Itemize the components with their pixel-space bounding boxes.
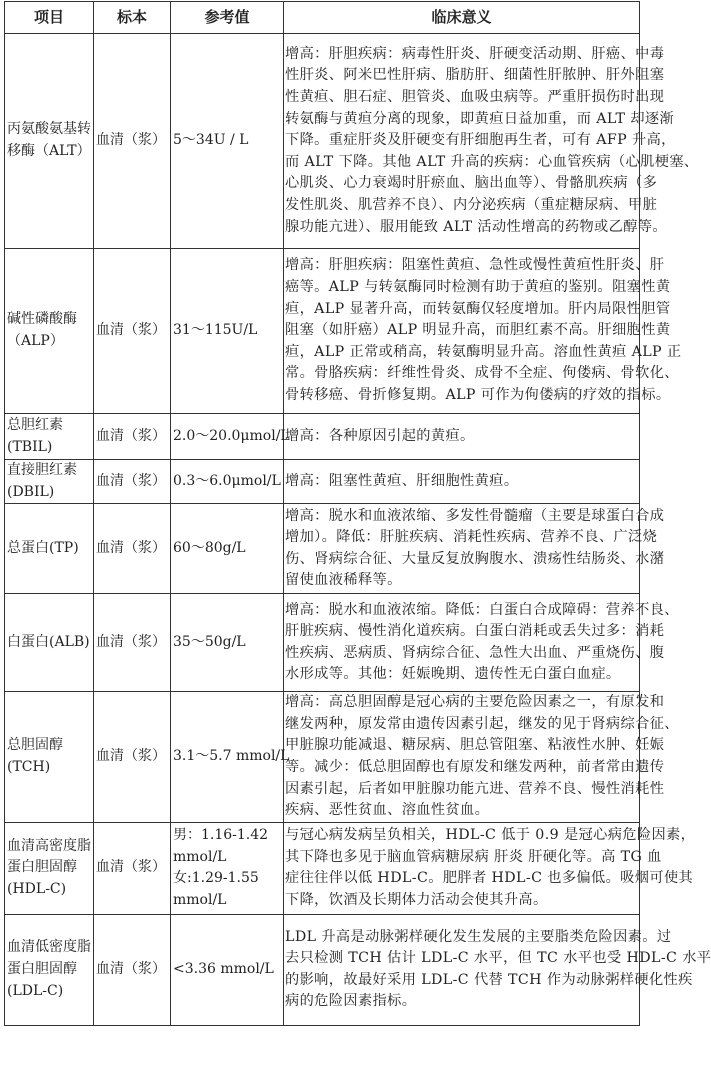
clinical-significance-line: 与冠心病发病呈负相关，HDL-C 低于 0.9 是冠心病危险因素， — [285, 827, 696, 844]
reference-value-line: 31～115U/L — [173, 322, 258, 339]
clinical-significance-cell — [284, 414, 640, 460]
table-row-dbil — [5, 460, 640, 504]
clinical-significance-line: 阻塞（如肝癌）ALP 明显升高，而胆红素不高。肝细胞性黄 — [285, 322, 671, 339]
item-name-cell — [5, 914, 94, 1025]
clinical-significance-line: 疸，ALP 正常或稍高，转氨酶明显升高。溶血性黄疸 ALP 正 — [285, 343, 682, 360]
reference-value-cell — [171, 34, 284, 249]
reference-value-line: mmol/L — [173, 891, 227, 908]
specimen-cell: 血清（浆） — [94, 249, 171, 414]
table-row-ldl — [5, 914, 640, 1025]
clinical-significance-line: 继发两种，原发常由遗传因素引起，继发的见于肾病综合征、 — [285, 715, 679, 732]
clinical-significance-line: LDL 升高是动脉粥样硬化发生发展的主要脂类危险因素。过 — [285, 928, 672, 945]
clinical-significance-line: 发性肌炎、肌营养不良）、内分泌疾病（重症糖尿病、甲脏 — [285, 196, 658, 213]
item-name-line: （ALP） — [7, 333, 64, 349]
table-row-alt — [5, 34, 640, 249]
header-item: 项目 — [5, 2, 94, 34]
header-significance: 临床意义 — [284, 2, 640, 34]
clinical-significance-line: 下降，饮酒及长期体力活动会使其升高。 — [285, 891, 548, 908]
table-header-row — [5, 2, 640, 34]
reference-value-cell — [171, 460, 284, 504]
clinical-significance-line: 骨转移癌、骨折修复期。ALP 可作为佝偻病的疗效的指标。 — [285, 386, 671, 403]
clinical-significance-line: 的影响，故最好采用 LDL-C 代替 TCH 作为动脉粥样硬化性疾 — [285, 971, 693, 988]
reference-value-line: 0.3～6.0μmol/L — [173, 472, 281, 489]
table-row-alp — [5, 249, 640, 414]
item-name-line: (TBIL) — [7, 438, 53, 455]
clinical-significance-line: 增高：阻塞性黄疸、肝细胞性黄疸。 — [285, 472, 519, 489]
item-name-line: 丙氨酸氨基转 — [7, 121, 91, 138]
item-name-line: 碱性磷酸酶 — [7, 311, 77, 328]
clinical-significance-line: 性疾病、恶病质、肾病综合征、急性大出血、严重烧伤、腹 — [285, 644, 665, 661]
reference-value-line: 60～80g/L — [173, 539, 246, 556]
item-name-line: (HDL-C) — [7, 881, 67, 898]
clinical-significance-line: 癌等。ALP 与转氨酶同时检测有助于黄疸的鉴别。阻塞性黄 — [285, 279, 671, 296]
clinical-significance-line: 增高：高总胆固醇是冠心病的主要危险因素之一，有原发和 — [285, 694, 665, 711]
reference-value-cell — [171, 692, 290, 823]
lab-reference-table — [4, 1, 711, 1026]
clinical-significance-cell — [284, 822, 696, 914]
item-name-line: 直接胆红素 — [7, 462, 77, 478]
reference-value-line: 5～34U / L — [173, 132, 249, 149]
table-row-hdl — [5, 822, 640, 914]
item-name-line: 总胆红素 — [7, 416, 63, 433]
clinical-significance-line: 等。减少：低总胆固醇也有原发和继发两种，前者常由遗传 — [285, 758, 665, 775]
clinical-significance-line: 症往往伴以低 HDL-C。肥胖者 HDL-C 也多偏低。吸烟可使其 — [285, 870, 694, 887]
clinical-significance-line: 疾病、恶性贫血、溶血性贫血。 — [285, 802, 490, 819]
clinical-significance-line: 下降。重症肝炎及肝硬变有肝细胞再生者，可有 AFP 升高， — [285, 132, 676, 149]
clinical-significance-line: 腺功能亢进）、服用能致 ALT 活动性增高的药物或乙醇等。 — [285, 218, 667, 235]
clinical-significance-cell — [284, 34, 699, 249]
clinical-significance-line: 其下降也多见于脑血管病糖尿病 肝炎 肝硬化等。高 TG 血 — [285, 848, 662, 865]
clinical-significance-cell — [284, 594, 679, 692]
header-reference: 参考值 — [171, 2, 284, 34]
clinical-significance-cell — [284, 460, 640, 504]
item-name-line: (LDL-C) — [7, 982, 64, 999]
table-row-alb — [5, 594, 640, 692]
specimen-cell: 血清（浆） — [94, 460, 171, 504]
reference-value-line: 女:1.29-1.55 — [173, 870, 259, 887]
reference-value-line: 3.1～5.7 mmol/L — [173, 748, 290, 765]
item-name-line: 总胆固醇 — [7, 737, 63, 754]
clinical-significance-cell — [284, 914, 711, 1025]
item-name-cell — [5, 822, 94, 914]
specimen-cell: 血清（浆） — [94, 914, 171, 1025]
clinical-significance-line: 增高：肝胆疾病：病毒性肝炎、肝硬变活动期、肝癌、中毒 — [285, 45, 665, 62]
table-row-tbil — [5, 414, 640, 460]
clinical-significance-line: 增高：脱水和血液浓缩。降低：白蛋白合成障碍：营养不良、 — [285, 601, 679, 618]
item-name-cell — [5, 504, 94, 594]
clinical-significance-line: 性肝炎、阿米巴性肝病、脂肪肝、细菌性肝脓肿、肝外阻塞 — [285, 67, 665, 84]
clinical-significance-line: 留使血液稀释等。 — [285, 572, 402, 589]
item-name-line: 总蛋白(TP) — [7, 539, 79, 556]
clinical-significance-line: 伤、肾病综合征、大量反复放胸腹水、溃疡性结肠炎、水潴 — [285, 550, 665, 567]
reference-value-line: <3.36 mmol/L — [173, 960, 274, 977]
clinical-significance-line: 去只检测 TCH 估计 LDL-C 水平，但 TC 水平也受 HDL-C 水平 — [285, 950, 711, 967]
item-name-cell — [5, 692, 94, 823]
reference-value-cell — [171, 249, 284, 414]
clinical-significance-line: 增加）。降低：肝脏疾病、消耗性疾病、营养不良、广泛烧 — [285, 529, 658, 546]
clinical-significance-line: 转氨酶与黄疸分离的现象，即黄疸日益加重，而 ALT 却逐渐 — [285, 110, 675, 127]
reference-value-cell — [171, 914, 284, 1025]
clinical-significance-line: 常。骨胳疾病：纤维性骨炎、成骨不全症、佝偻病、骨软化、 — [285, 365, 679, 382]
clinical-significance-line: 而 ALT 下降。其他 ALT 升高的疾病：心血管疾病（心肌梗塞、 — [285, 153, 699, 170]
clinical-significance-cell — [284, 249, 682, 414]
specimen-cell: 血清（浆） — [94, 822, 171, 914]
clinical-significance-line: 心肌炎、心力衰竭时肝瘀血、脑出血等）、骨骼肌疾病（多 — [285, 175, 658, 192]
reference-value-line: 35～50g/L — [173, 633, 246, 650]
specimen-cell: 血清（浆） — [94, 414, 171, 460]
header-specimen: 标本 — [94, 2, 171, 34]
item-name-line: 血清高密度脂 — [7, 837, 91, 854]
clinical-significance-line: 增高：各种原因引起的黄疸。 — [285, 427, 475, 444]
clinical-significance-line: 甲脏腺功能减退、糖尿病、胆总管阻塞、粘液性水肿、妊娠 — [285, 737, 665, 754]
clinical-significance-cell — [284, 504, 665, 594]
table-row-tch — [5, 692, 640, 823]
item-name-line: 移酶（ALT） — [7, 143, 91, 159]
reference-value-cell — [171, 414, 290, 460]
item-name-cell — [5, 414, 94, 460]
reference-value-cell — [171, 504, 284, 594]
clinical-significance-line: 病的危险因素指标。 — [285, 993, 417, 1010]
clinical-significance-line: 增高：脱水和血液浓缩、多发性骨髓瘤（主要是球蛋白合成 — [285, 507, 665, 524]
item-name-line: 白蛋白(ALB) — [7, 633, 90, 650]
clinical-significance-line: 增高：肝胆疾病：阻塞性黄疸、急性或慢性黄疸性肝炎、肝 — [285, 257, 665, 274]
item-name-line: 蛋白胆固醇 — [7, 859, 77, 876]
item-name-cell — [5, 249, 94, 414]
item-name-line: (DBIL) — [7, 483, 55, 500]
specimen-cell: 血清（浆） — [94, 504, 171, 594]
reference-value-cell — [171, 594, 284, 692]
item-name-line: 蛋白胆固醇 — [7, 960, 77, 977]
clinical-significance-line: 性黄疸、胆石症、胆管炎、血吸虫病等。严重肝损伤时出现 — [285, 89, 665, 106]
specimen-cell: 血清（浆） — [94, 594, 171, 692]
specimen-cell: 血清（浆） — [94, 692, 171, 823]
reference-value-line: 2.0～20.0μmol/L — [173, 427, 290, 444]
specimen-cell: 血清（浆） — [94, 34, 171, 249]
clinical-significance-cell — [284, 692, 679, 823]
item-name-cell — [5, 460, 94, 504]
item-name-cell — [5, 594, 94, 692]
item-name-line: 血清低密度脂 — [7, 939, 91, 956]
clinical-significance-line: 因素引起，后者如甲脏腺功能亢进、营养不良、慢性消耗性 — [285, 780, 665, 797]
reference-value-line: 男：1.16-1.42 — [173, 827, 269, 844]
reference-value-line: mmol/L — [173, 848, 227, 865]
reference-value-cell — [171, 822, 284, 914]
clinical-significance-line: 肝脏疾病、慢性消化道疾病。白蛋白消耗或丢失过多：消耗 — [285, 623, 665, 640]
table-row-tp — [5, 504, 640, 594]
clinical-significance-line: 水形成等。其他：妊娠晚期、遗传性无白蛋白血症。 — [285, 666, 621, 683]
clinical-significance-line: 疸，ALP 显著升高，而转氨酶仅轻度增加。肝内局限性胆管 — [285, 300, 671, 317]
item-name-cell — [5, 34, 94, 249]
item-name-line: (TCH) — [7, 758, 51, 775]
